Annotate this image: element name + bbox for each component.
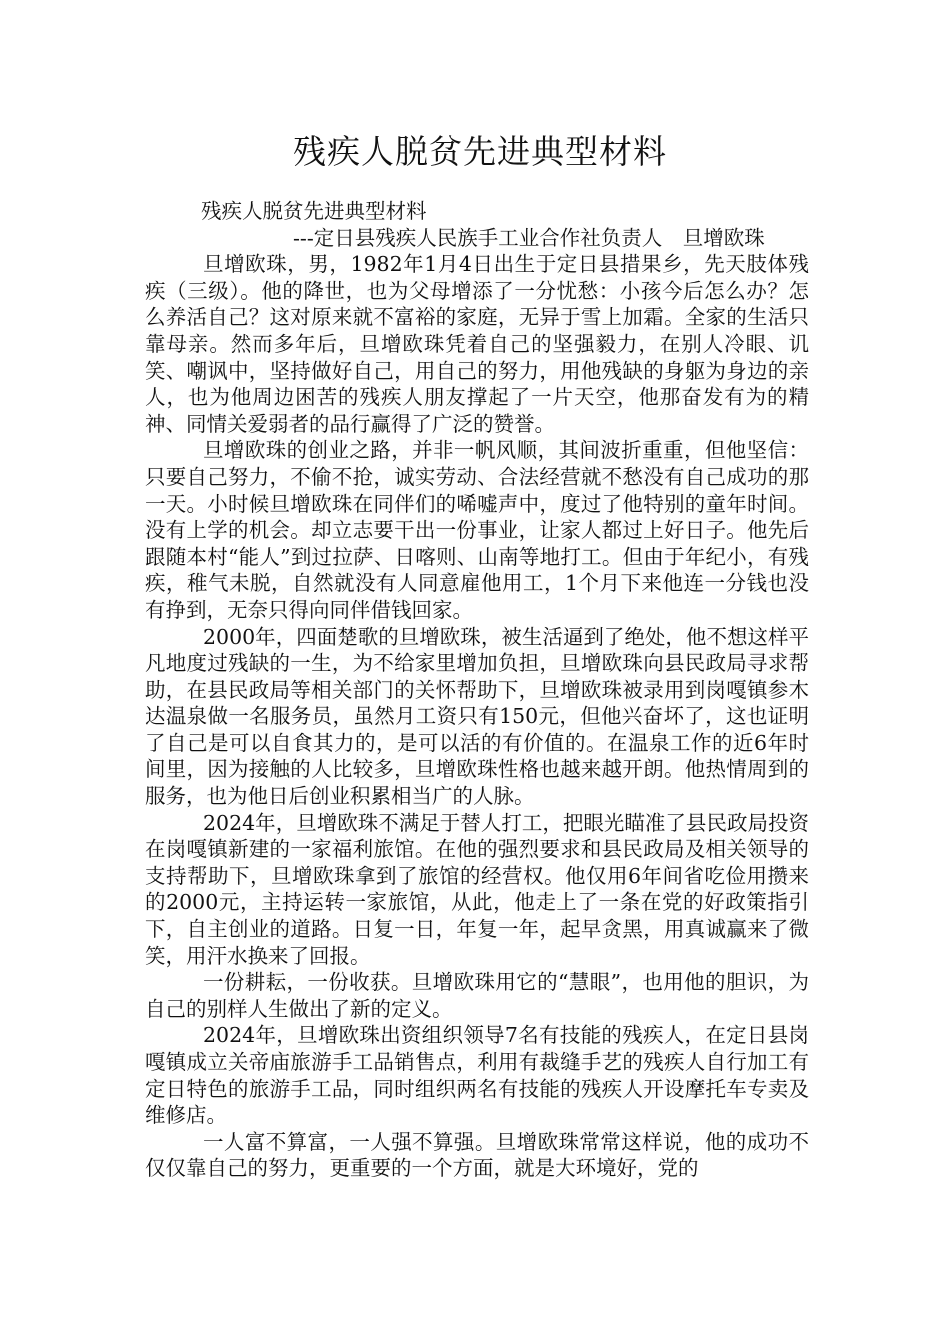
body-paragraph: 旦增欧珠，男，1982年1月4日出生于定日县措果乡，先天肢体残疾（三级）。他的降世，也为父母增添了一分忧愁：小孩今后怎么办？怎么养活自己？这对原来就不富裕的家庭，无异于雪上加霜。全家的生活只靠母亲。然而多年后，旦增欧珠凭着自己的坚强毅力，在别人冷眼、讥笑、嘲讽中，坚持做好自己，用自己的努力，用他残缺的身躯为身边的亲人，也为他周边困苦的残疾人朋友撑起了一片天空，他那奋发有为的精神、同情关爱弱者的品行赢得了广泛的赞誉。 [145,252,809,436]
document-byline: ---定日县残疾人民族手工业合作社负责人 旦增欧珠 [293,225,765,250]
document-page [145,0,815,1344]
body-paragraph: 2000年，四面楚歌的旦增欧珠，被生活逼到了绝处，他不想这样平凡地度过残缺的一生，为不给家里增加负担，旦增欧珠向县民政局寻求帮助，在县民政局等相关部门的关怀帮助下，旦增欧珠被录用到岗嘎镇参木达温泉做一名服务员，虽然月工资只有150元，但他兴奋坏了，这也证明了自己是可以自食其力的，是可以活的有价值的。在温泉工作的近6年时间里，因为接触的人比较多，旦增欧珠性格也越来越开朗。他热情周到的服务，也为他日后创业积累相当广的人脉。 [145,624,809,809]
body-paragraph: 2024年，旦增欧珠不满足于替人打工，把眼光瞄准了县民政局投资在岗嘎镇新建的一家福利旅馆。在他的强烈要求和县民政局及相关领导的支持帮助下，旦增欧珠拿到了旅馆的经营权。他仅用6年间省吃俭用攒来的2000元，主持运转一家旅馆，从此，他走上了一条在党的好政策指引下，自主创业的道路。日复一日，年复一年，起早贪黑，用真诚赢来了微笑，用汗水换来了回报。 [145,810,809,968]
document-title: 残疾人脱贫先进典型材料 [293,132,667,171]
body-paragraph: 旦增欧珠的创业之路，并非一帆风顺，其间波折重重，但他坚信：只要自己努力，不偷不抢，诚实劳动、合法经营就不愁没有自己成功的那一天。小时候旦增欧珠在同伴们的唏嘘声中，度过了他特别的童年时间。没有上学的机会。却立志要干出一份事业，让家人都过上好日子。他先后跟随本村“能人”到过拉萨、日喀则、山南等地打工。但由于年纪小，有残疾，稚气未脱，自然就没有人同意雇他用工，1个月下来他连一分钱也没有挣到，无奈只得向同伴借钱回家。 [145,438,809,622]
document-body [145,198,809,1182]
document-subtitle: 残疾人脱贫先进典型材料 [201,199,427,223]
body-paragraph: 一份耕耘，一份收获。旦增欧珠用它的“慧眼”，也用他的胆识，为自己的别样人生做出了新的定义。 [145,970,809,1021]
body-paragraph: 2024年，旦增欧珠出资组织领导7名有技能的残疾人，在定日县岗嘎镇成立关帝庙旅游手工品销售点，利用有裁缝手艺的残疾人自行加工有定日特色的旅游手工品，同时组织两名有技能的残疾人开设摩托车专卖及维修店。 [145,1023,809,1128]
body-paragraph: 一人富不算富，一人强不算强。旦增欧珠常常这样说，他的成功不仅仅靠自己的努力，更重要的一个方面，就是大环境好，党的 [145,1129,809,1181]
